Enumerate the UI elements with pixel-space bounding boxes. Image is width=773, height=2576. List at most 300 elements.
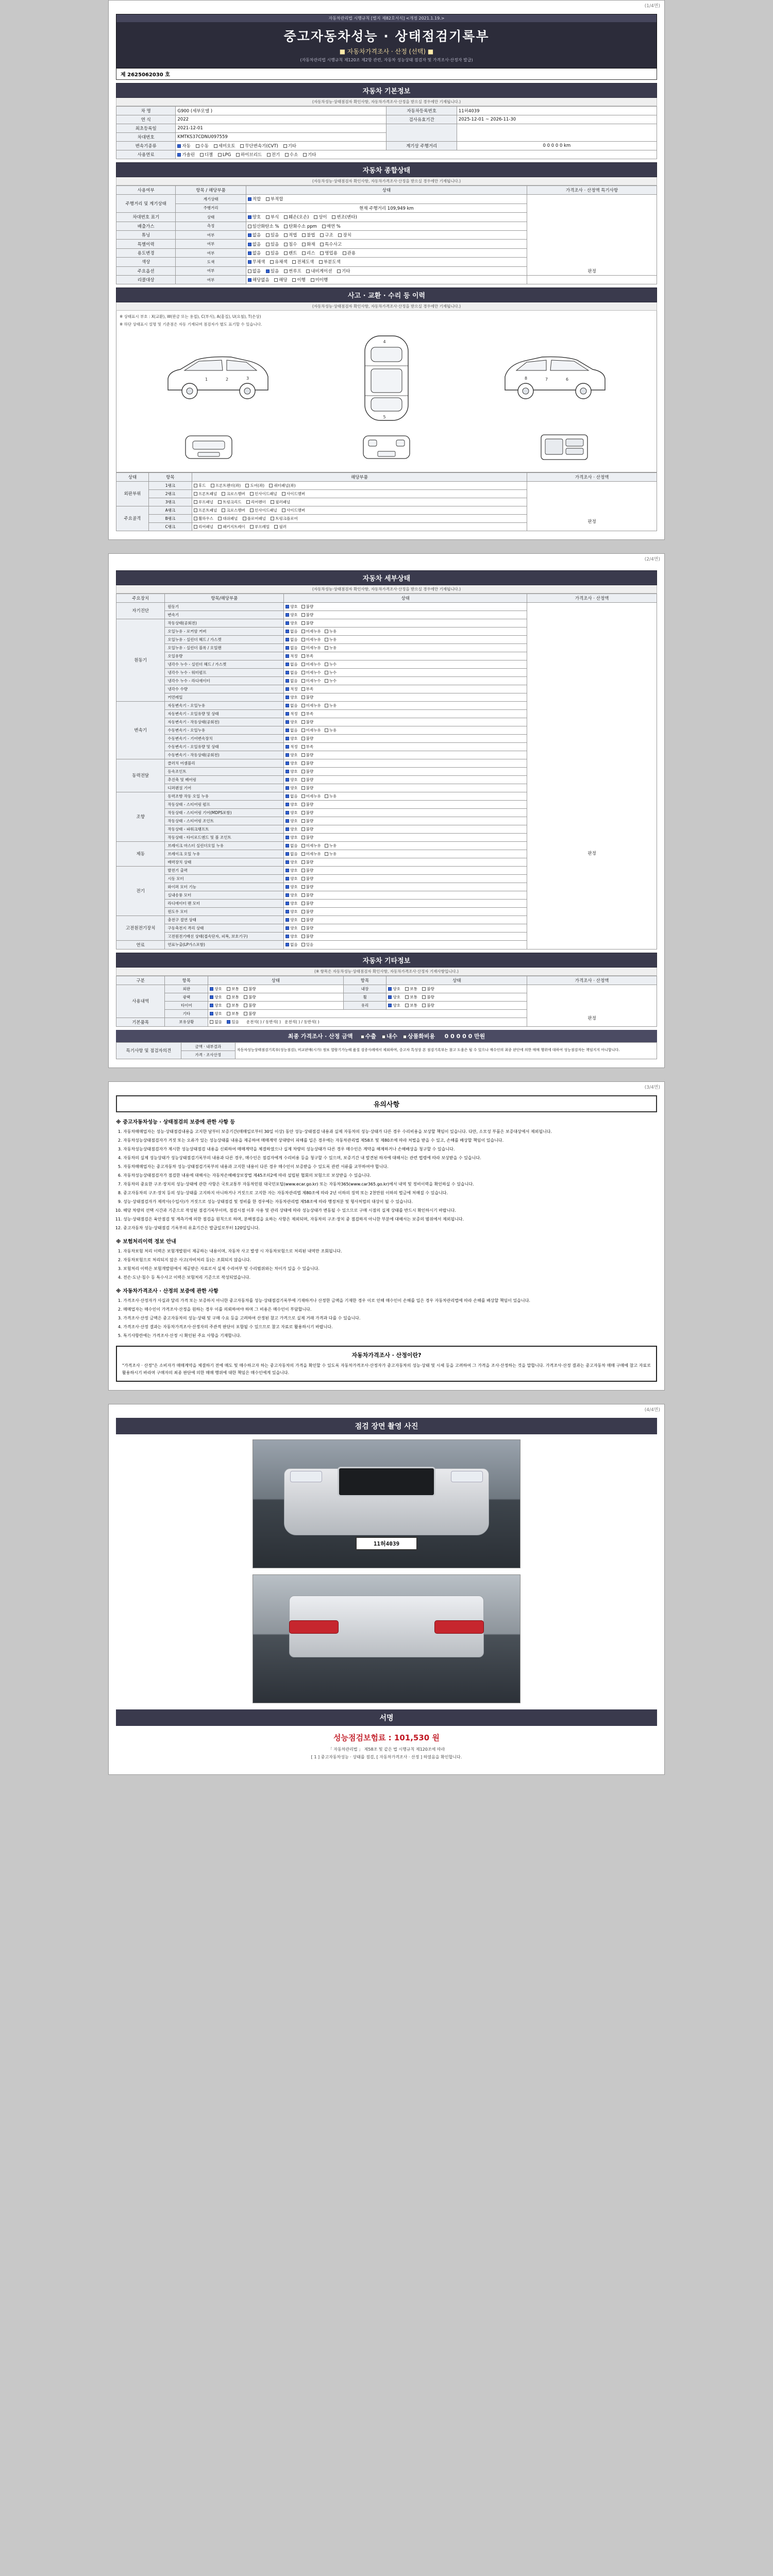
checkbox-detail-3-1-1[interactable] bbox=[301, 770, 305, 773]
checkbox-detail-4-5-0[interactable] bbox=[285, 836, 289, 839]
overall-opts-3[interactable] bbox=[246, 230, 527, 239]
checkbox-special-none[interactable] bbox=[248, 243, 251, 246]
detail-options-4-5[interactable] bbox=[284, 833, 527, 841]
detail-options-7-0[interactable] bbox=[284, 916, 527, 924]
checkbox-detail-1-3-0[interactable] bbox=[285, 646, 289, 650]
checkbox-detail-1-2-2[interactable] bbox=[325, 638, 328, 641]
checkbox-detail-4-0-0[interactable] bbox=[285, 794, 289, 798]
checkbox-detail-5-0-2[interactable] bbox=[325, 844, 328, 848]
checkbox-detail-2-6-0[interactable] bbox=[285, 753, 289, 757]
checkbox-detail-7-0-0[interactable] bbox=[285, 918, 289, 922]
overall-opts-7[interactable] bbox=[246, 266, 527, 276]
checkbox-usage-rent[interactable] bbox=[284, 251, 288, 255]
checkbox-detail-3-2-0[interactable] bbox=[285, 778, 289, 782]
checkbox-detail-6-5-1[interactable] bbox=[301, 910, 305, 913]
other-opt2-0-1: 보통 bbox=[410, 986, 417, 991]
notice-item-1-4: 5. 자동차매매업자는 중고자동차 성능·상태점검기록부의 내용과 고지한 내용이 다른 경우 매수인이 보증받을 수 있도록 관련 서류를 교부하여야 합니다. bbox=[123, 1163, 657, 1171]
checkbox-fuel-electric[interactable] bbox=[267, 153, 271, 157]
checkbox-detail-1-5-0[interactable] bbox=[285, 663, 289, 666]
checkbox-detail-1-2-0[interactable] bbox=[285, 638, 289, 641]
checkbox-detail-5-0-1[interactable] bbox=[301, 844, 305, 848]
checkbox-ext-cond-avg[interactable] bbox=[227, 987, 230, 991]
checkbox-fuel-lpg[interactable] bbox=[218, 153, 222, 157]
checkbox-fuel-hybrid[interactable] bbox=[236, 153, 240, 157]
checkbox-polish-avg[interactable] bbox=[227, 995, 230, 999]
checkbox-detail-1-6-1[interactable] bbox=[301, 671, 305, 674]
checkbox-fuel-hydrogen[interactable] bbox=[285, 153, 289, 157]
checkbox-tire-avg[interactable] bbox=[227, 1004, 230, 1007]
detail-options-6-4[interactable] bbox=[284, 899, 527, 907]
checkbox-detail-1-3-1[interactable] bbox=[301, 646, 305, 650]
checkbox-detail-7-0-1[interactable] bbox=[301, 918, 305, 922]
detail-options-6-3[interactable] bbox=[284, 891, 527, 899]
overall-opts-0[interactable] bbox=[246, 195, 527, 204]
checkbox-recall-yes[interactable] bbox=[274, 278, 278, 282]
detail-options-1-5[interactable] bbox=[284, 660, 527, 668]
checkbox-detail-2-0-2[interactable] bbox=[325, 704, 328, 707]
checkbox-detail-5-1-1[interactable] bbox=[301, 852, 305, 856]
checkbox-glass-avg[interactable] bbox=[405, 1004, 409, 1007]
checkbox-glass-good[interactable] bbox=[388, 1004, 392, 1007]
checkbox-detail-4-2-0[interactable] bbox=[285, 811, 289, 815]
checkbox-detail-4-5-1[interactable] bbox=[301, 836, 305, 839]
checkbox-detail-1-0-0[interactable] bbox=[285, 621, 289, 625]
other-opts-3[interactable] bbox=[208, 1009, 527, 1018]
checkbox-detail-1-6-2[interactable] bbox=[325, 671, 328, 674]
checkbox-tuning-device[interactable] bbox=[338, 233, 342, 237]
accident-items-0-0[interactable] bbox=[192, 481, 527, 489]
detail-option-label-5-0-2: 누유 bbox=[329, 843, 337, 848]
detail-options-4-4[interactable] bbox=[284, 825, 527, 833]
checkbox-usage-yes[interactable] bbox=[266, 251, 270, 255]
checkbox-tire-good[interactable] bbox=[210, 1004, 213, 1007]
checkbox-tire-bad[interactable] bbox=[244, 1004, 247, 1007]
transmission-options[interactable] bbox=[176, 142, 386, 150]
checkbox-fuel-gasoline[interactable] bbox=[177, 153, 181, 157]
other-extra-opt-1: 있음 bbox=[231, 1020, 239, 1025]
checkbox-frame-c-0[interactable] bbox=[194, 525, 197, 529]
other-opt-3-1: 보통 bbox=[231, 1011, 239, 1016]
detail-options-6-5[interactable] bbox=[284, 907, 527, 916]
checkbox-detail-7-1-1[interactable] bbox=[301, 926, 305, 930]
checkbox-polish-good[interactable] bbox=[210, 995, 213, 999]
checkbox-color-chromatic[interactable] bbox=[270, 260, 274, 264]
checkbox-ext-2-2[interactable] bbox=[250, 492, 254, 496]
checkbox-tuning-structure[interactable] bbox=[320, 233, 324, 237]
detail-group-5: 제동 bbox=[116, 841, 165, 866]
detail-options-4-3[interactable] bbox=[284, 817, 527, 825]
detail-options-6-1[interactable] bbox=[284, 874, 527, 883]
checkbox-recall-done[interactable] bbox=[292, 278, 296, 282]
checkbox-option-sunroof[interactable] bbox=[284, 269, 288, 273]
checkbox-tuning-none[interactable] bbox=[248, 233, 251, 237]
overall-opts-1[interactable] bbox=[246, 213, 527, 222]
checkbox-detail-3-0-0[interactable] bbox=[285, 761, 289, 765]
checkbox-detail-6-2-0[interactable] bbox=[285, 885, 289, 889]
checkbox-polish-bad[interactable] bbox=[244, 995, 247, 999]
overall-header-3: 가격조사 · 산정액 특기사항 bbox=[527, 186, 657, 195]
checkbox-frame-a-2[interactable] bbox=[250, 509, 254, 512]
checkbox-detail-4-3-0[interactable] bbox=[285, 819, 289, 823]
checkbox-detail-1-8-0[interactable] bbox=[285, 687, 289, 691]
detail-options-7-2[interactable] bbox=[284, 932, 527, 940]
checkbox-option-none[interactable] bbox=[248, 269, 251, 273]
detail-options-2-1[interactable] bbox=[284, 709, 527, 718]
detail-options-1-1[interactable] bbox=[284, 627, 527, 635]
checkbox-detail-2-0-0[interactable] bbox=[285, 704, 289, 707]
checkbox-detail-1-4-1[interactable] bbox=[301, 654, 305, 658]
checkbox-detail-5-2-1[interactable] bbox=[301, 860, 305, 864]
checkbox-odo-ng[interactable] bbox=[266, 197, 270, 201]
detail-options-2-0[interactable] bbox=[284, 701, 527, 709]
checkbox-special-flood[interactable] bbox=[284, 243, 288, 246]
checkbox-frame-c-3[interactable] bbox=[274, 525, 278, 529]
checkbox-vin-corrosion[interactable] bbox=[266, 215, 270, 219]
detail-options-8-0[interactable] bbox=[284, 940, 527, 949]
overall-opt-8-0: 해당없음 bbox=[252, 278, 270, 283]
other-opts-1b[interactable] bbox=[386, 993, 527, 1001]
detail-options-1-2[interactable] bbox=[284, 635, 527, 643]
other-opts-0[interactable] bbox=[208, 985, 343, 993]
checkbox-emission-co[interactable] bbox=[248, 225, 251, 228]
checkbox-emission-smoke[interactable] bbox=[322, 225, 326, 228]
checkbox-detail-1-9-0[interactable] bbox=[285, 696, 289, 699]
checkbox-option-etc[interactable] bbox=[337, 269, 341, 273]
accident-item-1-2-2: 루프레일 bbox=[255, 524, 270, 529]
checkbox-int-cond-avg[interactable] bbox=[405, 987, 409, 991]
accident-level-0-1: 2랭크 bbox=[148, 489, 192, 498]
detail-option-label-4-5-0: 양호 bbox=[290, 835, 298, 840]
detail-options-5-2[interactable] bbox=[284, 858, 527, 866]
detail-options-6-0[interactable] bbox=[284, 866, 527, 874]
checkbox-detail-3-3-0[interactable] bbox=[285, 786, 289, 790]
detail-options-5-1[interactable] bbox=[284, 850, 527, 858]
detail-options-1-4[interactable] bbox=[284, 652, 527, 660]
checkbox-ext-2-0[interactable] bbox=[194, 492, 197, 496]
checkbox-detail-5-1-0[interactable] bbox=[285, 852, 289, 856]
checkbox-detail-1-5-2[interactable] bbox=[325, 663, 328, 666]
checkbox-tuning-illegal[interactable] bbox=[302, 233, 306, 237]
checkbox-transmission-auto[interactable] bbox=[177, 144, 181, 148]
checkbox-option-yes[interactable] bbox=[266, 269, 270, 273]
checkbox-frame-a-0[interactable] bbox=[194, 509, 197, 512]
checkbox-detail-1-0-1[interactable] bbox=[301, 621, 305, 625]
checkbox-detail-3-0-1[interactable] bbox=[301, 761, 305, 765]
detail-item-3-2: 추진축 및 베어링 bbox=[165, 775, 284, 784]
checkbox-ext-1-1[interactable] bbox=[211, 484, 214, 487]
accident-item-0-0-1: 프론트펜더(좌) bbox=[215, 483, 241, 488]
detail-options-2-6[interactable] bbox=[284, 751, 527, 759]
detail-header-2: 상태 bbox=[284, 594, 527, 602]
checkbox-detail-1-1-0[interactable] bbox=[285, 630, 289, 633]
checkbox-detail-2-3-1[interactable] bbox=[301, 728, 305, 732]
overall-opts-2[interactable] bbox=[246, 222, 527, 230]
checkbox-usage-lease[interactable] bbox=[302, 251, 306, 255]
checkbox-price-refurb[interactable] bbox=[403, 1035, 407, 1039]
detail-options-3-2[interactable] bbox=[284, 775, 527, 784]
checkbox-detail-2-5-1[interactable] bbox=[301, 745, 305, 749]
checkbox-detail-2-5-0[interactable] bbox=[285, 745, 289, 749]
checkbox-special-yes[interactable] bbox=[266, 243, 270, 246]
checkbox-detail-1-7-2[interactable] bbox=[325, 679, 328, 683]
detail-options-1-3[interactable] bbox=[284, 643, 527, 652]
checkbox-option-navi[interactable] bbox=[306, 269, 310, 273]
other-extra-opts[interactable] bbox=[208, 1018, 527, 1026]
checkbox-detail-6-5-0[interactable] bbox=[285, 910, 289, 913]
checkbox-detail-4-1-1[interactable] bbox=[301, 803, 305, 806]
checkbox-color-full-paint[interactable] bbox=[292, 260, 296, 264]
overall-opts-5[interactable] bbox=[246, 248, 527, 257]
accident-items-0-1[interactable] bbox=[192, 489, 527, 498]
detail-options-4-2[interactable] bbox=[284, 808, 527, 817]
checkbox-ext-2-3[interactable] bbox=[282, 492, 285, 496]
checkbox-recall-notdone[interactable] bbox=[311, 278, 314, 282]
accident-item-0-1-0: 프론트패널 bbox=[198, 491, 217, 496]
checkbox-frame-a-1[interactable] bbox=[222, 509, 225, 512]
detail-options-1-6[interactable] bbox=[284, 668, 527, 676]
checkbox-detail-7-1-0[interactable] bbox=[285, 926, 289, 930]
checkbox-detail-0-1-0[interactable] bbox=[285, 613, 289, 617]
checkbox-usage-business[interactable] bbox=[320, 251, 324, 255]
checkbox-detail-8-0-0[interactable] bbox=[285, 943, 289, 946]
checkbox-ext-1-3[interactable] bbox=[269, 484, 273, 487]
checkbox-etc-bad[interactable] bbox=[244, 1012, 247, 1015]
checkbox-frame-b-1[interactable] bbox=[218, 517, 222, 520]
detail-options-5-0[interactable] bbox=[284, 841, 527, 850]
checkbox-detail-1-2-1[interactable] bbox=[301, 638, 305, 641]
checkbox-usage-gov[interactable] bbox=[343, 251, 346, 255]
checkbox-frame-b-2[interactable] bbox=[243, 517, 246, 520]
checkbox-transmission-etc[interactable] bbox=[283, 144, 287, 148]
accident-items-1-1[interactable] bbox=[192, 514, 527, 522]
checkbox-special-fire[interactable] bbox=[302, 243, 306, 246]
detail-item-7-1: 구동축전지 격리 상태 bbox=[165, 924, 284, 932]
section-detail-note: (자동차성능·상태점검자 확인사항, 자동차가격조사·산정을 받으실 경우에만 기재됩니다.) bbox=[116, 585, 657, 594]
detail-options-2-4[interactable] bbox=[284, 734, 527, 742]
checkbox-fuel-etc[interactable] bbox=[303, 153, 307, 157]
form-code-strip: 자동차관리법 시행규칙 [별지 제82호서식] <개정 2021.1.19.> bbox=[116, 14, 657, 22]
accident-items-1-2[interactable] bbox=[192, 522, 527, 531]
checkbox-detail-1-9-1[interactable] bbox=[301, 696, 305, 699]
other-opts-1[interactable] bbox=[208, 993, 343, 1001]
accident-items-1-0[interactable] bbox=[192, 506, 527, 514]
checkbox-detail-6-1-1[interactable] bbox=[301, 877, 305, 880]
checkbox-detail-1-5-1[interactable] bbox=[301, 663, 305, 666]
checkbox-ext-1-2[interactable] bbox=[245, 484, 249, 487]
checkbox-ext-3-1[interactable] bbox=[218, 500, 222, 504]
checkbox-detail-7-2-1[interactable] bbox=[301, 935, 305, 938]
other-opt-3-2: 불량 bbox=[248, 1011, 256, 1016]
section-basic-info-note: (자동차성능·상태점검자 확인사항, 자동차가격조사·산정을 받으실 경우에만 기재됩니다.) bbox=[116, 98, 657, 106]
checkbox-detail-4-0-1[interactable] bbox=[301, 794, 305, 798]
detail-options-2-5[interactable] bbox=[284, 742, 527, 751]
checkbox-glass-bad[interactable] bbox=[422, 1004, 426, 1007]
checkbox-detail-1-7-1[interactable] bbox=[301, 679, 305, 683]
checkbox-detail-2-4-0[interactable] bbox=[285, 737, 289, 740]
checkbox-detail-7-2-0[interactable] bbox=[285, 935, 289, 938]
checkbox-detail-1-1-1[interactable] bbox=[301, 630, 305, 633]
detail-options-7-1[interactable] bbox=[284, 924, 527, 932]
checkbox-frame-a-3[interactable] bbox=[282, 509, 285, 512]
checkbox-transmission-manual[interactable] bbox=[196, 144, 199, 148]
checkbox-special-accident[interactable] bbox=[320, 243, 324, 246]
detail-options-3-0[interactable] bbox=[284, 759, 527, 767]
fuel-options[interactable] bbox=[176, 150, 657, 159]
checkbox-detail-5-1-2[interactable] bbox=[325, 852, 328, 856]
checkbox-price-domestic[interactable] bbox=[382, 1035, 385, 1039]
checkbox-recall-na[interactable] bbox=[248, 278, 251, 282]
other-opts-2b[interactable] bbox=[386, 1001, 527, 1009]
checkbox-int-cond-bad[interactable] bbox=[422, 987, 426, 991]
checkbox-ext-cond-bad[interactable] bbox=[244, 987, 247, 991]
checkbox-detail-4-4-0[interactable] bbox=[285, 827, 289, 831]
checkbox-color-partial-paint[interactable] bbox=[319, 260, 323, 264]
checkbox-detail-5-2-0[interactable] bbox=[285, 860, 289, 864]
other-opts-0b[interactable] bbox=[386, 985, 527, 993]
checkbox-transmission-semiauto[interactable] bbox=[214, 144, 217, 148]
detail-options-4-1[interactable] bbox=[284, 800, 527, 808]
detail-options-2-2[interactable] bbox=[284, 718, 527, 726]
checkbox-etc-avg[interactable] bbox=[227, 1012, 230, 1015]
accident-items-0-2[interactable] bbox=[192, 498, 527, 506]
other-opts-2[interactable] bbox=[208, 1001, 343, 1009]
overall-price-cell-last bbox=[527, 276, 657, 284]
checkbox-detail-0-0-1[interactable] bbox=[301, 605, 305, 608]
checkbox-detail-4-1-0[interactable] bbox=[285, 803, 289, 806]
checkbox-detail-6-4-1[interactable] bbox=[301, 902, 305, 905]
detail-group-2: 변속기 bbox=[116, 701, 165, 759]
checkbox-wheel-good[interactable] bbox=[388, 995, 392, 999]
detail-item-5-0: 브레이크 마스터 실린더오일 누유 bbox=[165, 841, 284, 850]
checkbox-detail-2-6-1[interactable] bbox=[301, 753, 305, 757]
checkbox-detail-6-2-1[interactable] bbox=[301, 885, 305, 889]
checkbox-wheel-bad[interactable] bbox=[422, 995, 426, 999]
checkbox-vin-altered[interactable] bbox=[332, 215, 335, 219]
checkbox-basic-yes[interactable] bbox=[227, 1020, 230, 1024]
checkbox-detail-4-0-2[interactable] bbox=[325, 794, 328, 798]
checkbox-ext-cond-good[interactable] bbox=[210, 987, 213, 991]
checkbox-etc-good[interactable] bbox=[210, 1012, 213, 1015]
checkbox-detail-1-4-0[interactable] bbox=[285, 654, 289, 658]
detail-options-0-0[interactable] bbox=[284, 602, 527, 611]
checkbox-detail-2-2-1[interactable] bbox=[301, 720, 305, 724]
checkbox-detail-1-8-1[interactable] bbox=[301, 687, 305, 691]
checkbox-detail-2-0-1[interactable] bbox=[301, 704, 305, 707]
checkbox-ext-1-0[interactable] bbox=[194, 484, 197, 487]
checkbox-detail-2-1-0[interactable] bbox=[285, 712, 289, 716]
checkbox-detail-6-0-1[interactable] bbox=[301, 869, 305, 872]
checkbox-frame-b-3[interactable] bbox=[271, 517, 274, 520]
detail-options-1-7[interactable] bbox=[284, 676, 527, 685]
detail-option-label-2-0-0: 없음 bbox=[290, 703, 298, 708]
checkbox-ext-2-1[interactable] bbox=[222, 492, 225, 496]
checkbox-detail-4-4-1[interactable] bbox=[301, 827, 305, 831]
detail-options-4-0[interactable] bbox=[284, 792, 527, 800]
checkbox-detail-2-4-1[interactable] bbox=[301, 737, 305, 740]
checkbox-detail-2-1-1[interactable] bbox=[301, 712, 305, 716]
overall-opts-6[interactable] bbox=[246, 258, 527, 266]
checkbox-detail-0-1-1[interactable] bbox=[301, 613, 305, 617]
checkbox-fuel-diesel[interactable] bbox=[200, 153, 204, 157]
checkbox-vin-damage[interactable] bbox=[284, 215, 288, 219]
checkbox-int-cond-good[interactable] bbox=[388, 987, 392, 991]
checkbox-detail-2-3-2[interactable] bbox=[325, 728, 328, 732]
checkbox-detail-1-7-0[interactable] bbox=[285, 679, 289, 683]
detail-header-0: 주요장치 bbox=[116, 594, 165, 602]
detail-options-3-1[interactable] bbox=[284, 767, 527, 775]
checkbox-detail-4-2-1[interactable] bbox=[301, 811, 305, 815]
overall-opt-1-4: 변조(변타) bbox=[337, 215, 357, 221]
checkbox-color-achromatic[interactable] bbox=[248, 260, 251, 264]
checkbox-detail-6-3-1[interactable] bbox=[301, 893, 305, 897]
detail-option-label-5-2-1: 불량 bbox=[306, 859, 314, 865]
checkbox-tuning-yes[interactable] bbox=[266, 233, 270, 237]
detail-options-3-3[interactable] bbox=[284, 784, 527, 792]
checkbox-detail-2-3-0[interactable] bbox=[285, 728, 289, 732]
checkbox-wheel-avg[interactable] bbox=[405, 995, 409, 999]
checkbox-basic-none[interactable] bbox=[210, 1020, 213, 1024]
checkbox-ext-3-2[interactable] bbox=[246, 500, 250, 504]
checkbox-detail-3-1-0[interactable] bbox=[285, 770, 289, 773]
detail-options-1-8[interactable] bbox=[284, 685, 527, 693]
checkbox-detail-6-3-0[interactable] bbox=[285, 893, 289, 897]
checkbox-detail-3-3-1[interactable] bbox=[301, 786, 305, 790]
checkbox-detail-1-3-2[interactable] bbox=[325, 646, 328, 650]
checkbox-vin-different[interactable] bbox=[314, 215, 317, 219]
overall-opts-8[interactable] bbox=[246, 276, 527, 284]
detail-options-1-0[interactable] bbox=[284, 619, 527, 627]
detail-options-0-1[interactable] bbox=[284, 611, 527, 619]
overall-subitem-2: 상태 bbox=[176, 213, 246, 222]
detail-item-4-3: 작동상태 - 스티어링 조인트 bbox=[165, 817, 284, 825]
checkbox-detail-3-2-1[interactable] bbox=[301, 778, 305, 782]
other-header-1b: 상태 bbox=[386, 976, 527, 985]
checkbox-usage-none[interactable] bbox=[248, 251, 251, 255]
overall-opts-4[interactable] bbox=[246, 240, 527, 248]
checkbox-odo-ok[interactable] bbox=[248, 197, 251, 201]
checkbox-detail-6-0-0[interactable] bbox=[285, 869, 289, 872]
checkbox-frame-b-0[interactable] bbox=[194, 517, 197, 520]
basic-value-0: G900 (세부모델 ) bbox=[176, 107, 386, 115]
checkbox-detail-1-1-2[interactable] bbox=[325, 630, 328, 633]
checkbox-detail-8-0-1[interactable] bbox=[301, 943, 305, 946]
checkbox-ext-3-3[interactable] bbox=[271, 500, 274, 504]
checkbox-detail-6-1-0[interactable] bbox=[285, 877, 289, 880]
page-2 bbox=[108, 553, 665, 1068]
checkbox-price-export[interactable] bbox=[361, 1035, 364, 1039]
overall-sub-8-0: 이행 bbox=[297, 278, 306, 283]
detail-options-1-9[interactable] bbox=[284, 693, 527, 701]
detail-options-2-3[interactable] bbox=[284, 726, 527, 734]
checkbox-vin-good[interactable] bbox=[248, 215, 251, 219]
checkbox-detail-0-0-0[interactable] bbox=[285, 605, 289, 608]
checkbox-transmission-cvt[interactable] bbox=[240, 144, 244, 148]
detail-options-6-2[interactable] bbox=[284, 883, 527, 891]
checkbox-frame-c-2[interactable] bbox=[250, 525, 254, 529]
checkbox-ext-3-0[interactable] bbox=[194, 500, 197, 504]
checkbox-emission-hc[interactable] bbox=[284, 225, 288, 228]
checkbox-detail-4-3-1[interactable] bbox=[301, 819, 305, 823]
overall-opt-1-1: 부식 bbox=[270, 215, 279, 221]
checkbox-detail-6-4-0[interactable] bbox=[285, 902, 289, 905]
detail-item-2-5: 수동변속기 - 오일유량 및 상태 bbox=[165, 742, 284, 751]
checkbox-detail-5-0-0[interactable] bbox=[285, 844, 289, 848]
checkbox-detail-1-6-0[interactable] bbox=[285, 671, 289, 674]
checkbox-detail-2-2-0[interactable] bbox=[285, 720, 289, 724]
checkbox-frame-c-1[interactable] bbox=[218, 525, 222, 529]
overall-subitem-6: 여부 bbox=[176, 248, 246, 257]
checkbox-tuning-legal[interactable] bbox=[284, 233, 288, 237]
